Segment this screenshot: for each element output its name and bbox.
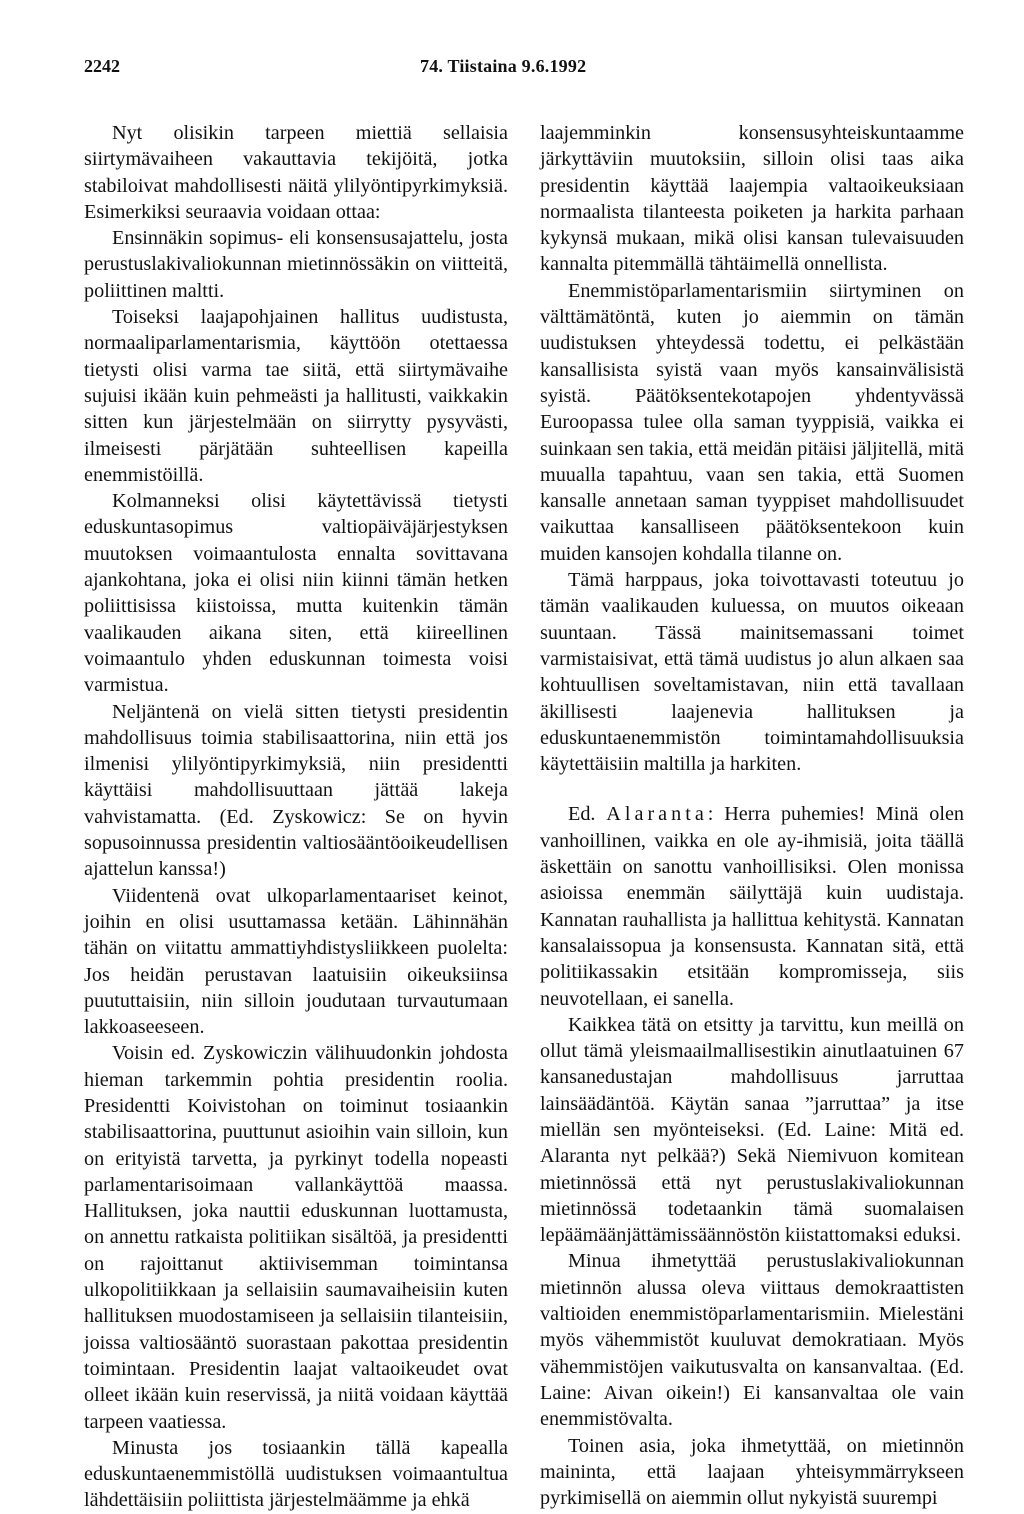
page-header [84, 56, 964, 86]
paragraph: Nyt olisikin tarpeen miettiä sellaisia siirtymävaiheen vakauttavia tekijöitä, jotka stabiloivat mahdollisesti näitä ylilyöntipyrkimyksiä. Esimerkiksi seuraavia voidaan ottaa: [84, 122, 508, 223]
left-column [84, 120, 508, 1514]
paragraph: Toiseksi laajapohjainen hallitus uudistusta, normaaliparlamentarismia, käyttöön otettaessa tietysti olisi varma tae siitä, että siirtymävaihe sujuisi ikään kuin pehmeästi ja hallitusti, vaikkakin sitten kun järjestelmään on siirrytty pysyvästi, ilmeisesti pärjätään suhteellisen kapeilla enemmistöillä. [84, 306, 508, 486]
page-number: 2242 [84, 56, 120, 76]
paragraph: Viidentenä ovat ulkoparlamentaariset keinot, joihin en olisi usuttamassa ketään. Lähinnähän tähän on viitattu ammattiyhdistysliikkeen puolelta: Jos heidän perustavan laatuisiin oikeuksiinsa puututtaisiin, niin silloin joudutaan turvautumaan lakkoaseeseen. [84, 884, 508, 1039]
paragraph: Tämä harppaus, joka toivottavasti toteutuu jo tämän vaalikauden kuluessa, on muutos oikeaan suuntaan. Tässä mainitsemassani toimet varmistaisivat, että tämä uudistus jo alun alkaen saa kohtuullisen soveltamistavan, niin että tavallaan äkillisesti laajenevia hallituksen ja eduskuntaenemmistön toimintamahdollisuuksia käytettäisiin maltilla ja harkiten. [540, 569, 964, 776]
paragraph: Voisin ed. Zyskowiczin välihuudonkin johdosta hieman tarkemmin pohtia presidentin roolia. Presidentti Koivistohan on toiminut tosiaankin stabilisaattorina, puuttunut asioihin vain silloin, kun on erityistä tarvetta, ja pyrkinyt todella nopeasti parlamentarisoimaan vallankäyttöä maassa. Hallituksen, joka nauttii eduskunnan luottamusta, on annettu ratkaista politiikan sisältöä, ja presidentti on rajoittanut aktiivisemman toimintansa ulkopolitiikkaan ja sellaisiin saumavaiheisiin kuten hallituksen muodostamiseen ja sellaisiin tilanteisiin, joissa valtiosääntö suorastaan pakottaa presidentin toimintaan. Presidentin laajat valtaoikeudet ovat olleet ikään kuin reservissä, ja niitä voidaan käyttää tarpeen vaatiessa. [84, 1042, 508, 1433]
right-column [540, 120, 964, 1511]
speaker-text: : Herra puhemies! Minä olen vanhoillinen, vaikka en ole ay-ihmisiä, joita täällä äskettäin on sanottu vanhoillisiksi. Olen monissa asioissa enemmän säilyttäjä kuin uudistaja. Kannatan rauhallista ja hallittua kehitystä. Kannatan kansalaissopua ja konsensusta. Kannatan sitä, että politiikassakin etsitään kompromisseja, siis neuvotellaan, ei sanella. [540, 803, 965, 1010]
speaker-name: Alaranta [606, 803, 708, 826]
session-title: 74. Tiistaina 9.6.1992 [420, 56, 587, 76]
paragraph: Minua ihmetyttää perustuslakivaliokunnan mietinnön alussa oleva viittaus demokraattisten valtioiden enemmistöparlamentarismiin. Mielestäni myös vähemmistöt kuuluvat demokratiaan. Myös vähemmistöjen vaikutusvalta on kansanvaltaa. (Ed. Laine: Aivan oikein!) Ei kansanvaltaa ole vain enemmistövalta. [540, 1250, 964, 1431]
paragraph: Ensinnäkin sopimus- eli konsensusajattelu, josta perustuslakivaliokunnan mietinnössäkin on viitteitä, poliittinen maltti. [84, 227, 508, 302]
continued-paragraph: laajemminkin konsensusyhteiskuntaamme järkyttäviin muutoksiin, silloin olisi taas aika presidentin käyttää laajempia valtaoikeuksiaan normaalista tilanteesta poiketen ja harkita parhaan kykynsä mukaan, mikä olisi kansan tulevaisuuden kannalta pitemmällä tähtäimellä onnellista. [540, 122, 964, 276]
speaker-paragraph [540, 801, 964, 1011]
speaker-prefix: Ed. [568, 803, 596, 826]
paragraph: Kolmanneksi olisi käytettävissä tietysti eduskuntasopimus valtiopäiväjärjestyksen muutoksen voimaantulosta ennalta sovittavana ajankohtana, joka ei olisi niin kiinni tämän hetken poliittisissa kiistoissa, mutta kuitenkin tämän vaalikauden aikana siten, että kiireellinen voimaantulo yhden eduskunnan toimesta voisi varmistua. [84, 490, 508, 697]
paragraph: Toinen asia, joka ihmetyttää, on mietinnön maininta, että laajaan yhteisymmärrykseen pyrkimisellä on aiemmin ollut nykyistä suurempi [540, 1434, 964, 1510]
paragraph: Kaikkea tätä on etsitty ja tarvittu, kun meillä on ollut tämä yleismaailmallisestikin ainutlaatuinen 67 kansanedustajan mahdollisuus jarruttaa lainsäädäntöä. Käytän sanaa ”jarruttaa” ja itse miellän sen myönteiseksi. (Ed. Laine: Mitä ed. Alaranta nyt pelkää?) Sekä Niemivuon komitean mietinnössä että nyt perustuslakivaliokunnan mietinnössä todetaankin tämä suomalaisen lepäämäänjättämissäännöstön kiistattomaksi eduksi. [540, 1013, 964, 1247]
paragraph: Minusta jos tosiaankin tällä kapealla eduskuntaenemmistöllä uudistuksen voimaantultua lähdettäisiin poliittista järjestelmäämme ja ehkä [84, 1436, 508, 1512]
paragraph: Enemmistöparlamentarismiin siirtyminen on välttämätöntä, kuten jo aiemmin on tämän uudistuksen yhteydessä todettu, ei pelkästään kansallisista syistä vaan myös kansainvälisistä syistä. Päätöksentekotapojen yhdentyvässä Euroopassa tulee olla saman tyyppisiä, vaikka ei suinkaan sen takia, että meidän pitäisi jäljitellä, mitä muualla tapahtuu, vaan sen takia, että Suomen kansalle annetaan saman tyyppiset mahdollisuudet vaikuttaa kansalliseen päätöksentekoon kuin muiden kansojen kohdalla tilanne on. [540, 279, 964, 565]
paragraph: Neljäntenä on vielä sitten tietysti presidentin mahdollisuus toimia stabilisaattorina, niin että jos ilmenisi ylilyöntipyrkimyksiä, niin presidentti käyttäisi mahdollisuuttaan jättää lakeja vahvistamatta. (Ed. Zyskowicz: Se on hyvin sopusoinnussa presidentin valtiosääntöoikeudellisen ajattelun kanssa!) [84, 700, 508, 881]
